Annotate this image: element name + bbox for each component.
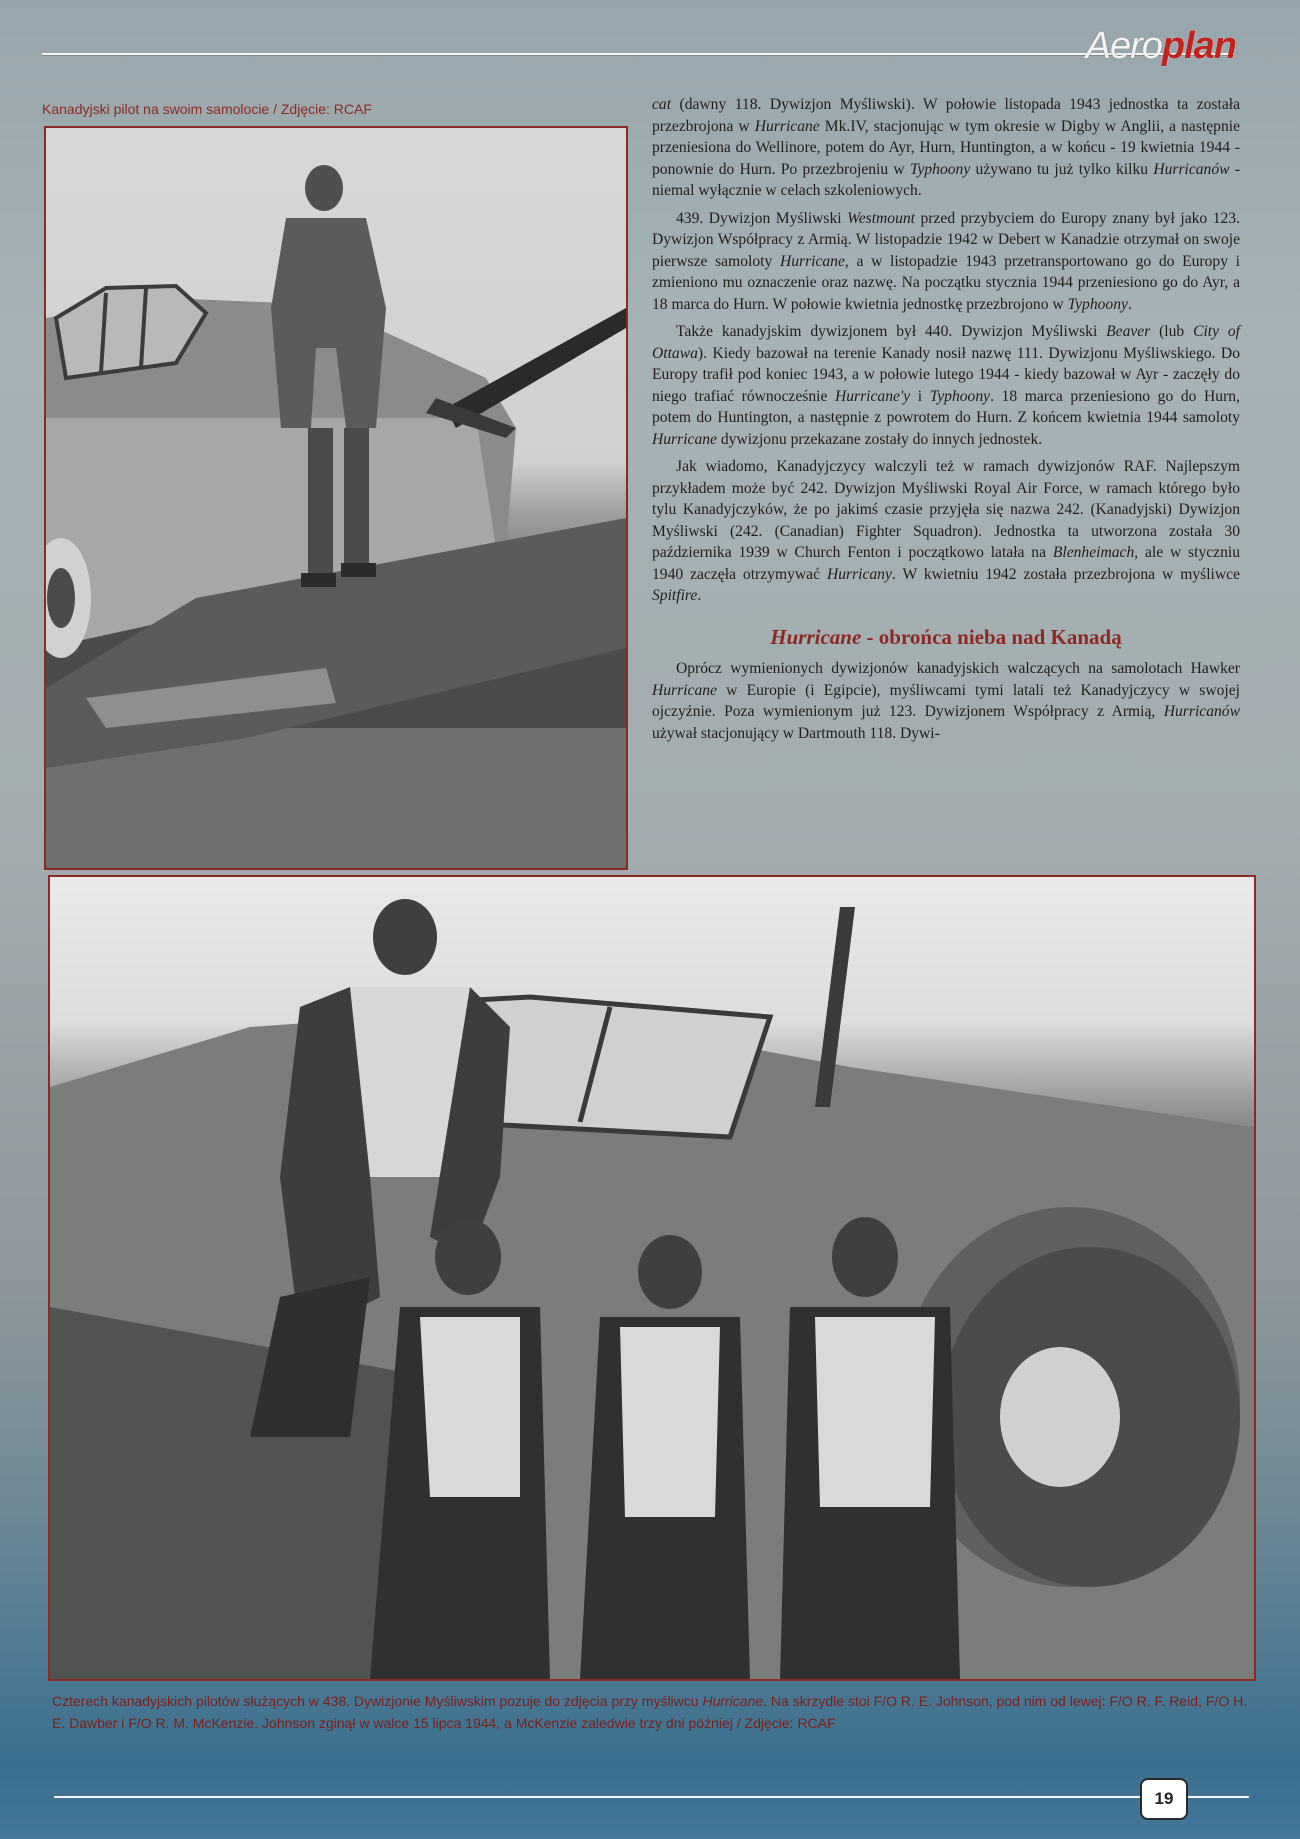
bottom-photo-caption: Czterech kanadyjskich pilotów służących w 438. Dywizjonie Myśliwskim pozuje do zdjęcia przy myśliwcu Hurricane. Na skrzydle stoi F/O R. E. Johnson, pod nim od lewej: F/O R. F. Reid, F/O H. E. Dawber i F/O R. M. McKenzie. Johnson zginął w walce 15 lipca 1944, a McKenzie zaledwie trzy dni później / Zdjęcie: RCAF xyxy=(52,1693,1248,1731)
article-paragraph-4: Jak wiadomo, Kanadyjczycy walczyli też w ramach dywizjonów RAF. Najlepszym przykładem może być 242. Dywizjon Myśliwski Royal Air Force, w ramach którego było tylu Kanadyjczyków, że po jakimś czasie przyjęła się nazwa 242. (Kanadyjski) Dywizjon Myśliwski (242. (Canadian) Fighter Squadron). Jednostka ta utworzona została 30 października 1939 w Church Fenton i początkowo latała na Blenheimach, ale w styczniu 1940 zaczęła otrzymywać Hurricany. W kwietniu 1942 została przezbrojona w myśliwce Spitfire. xyxy=(652,458,1241,604)
article-paragraph-5: Oprócz wymienionych dywizjonów kanadyjskich walczących na samolotach Hawker Hurricane w Europie (i Egipcie), myśliwcami tymi latali też Kanadyjczycy w swojej ojczyźnie. Poza wymienionym już 123. Dywizjonem Współpracy z Armią, Hurricanów używał stacjonujący w Dartmouth 118. Dywi- xyxy=(652,660,1240,742)
photo-four-pilots xyxy=(48,875,1256,1681)
footer-rule xyxy=(54,1796,1249,1798)
magazine-logo: Aeroplan xyxy=(1085,25,1236,67)
article-paragraph-2: 439. Dywizjon Myśliwski Westmount przed przybyciem do Europy znany był jako 123. Dywizjon Współpracy z Armią. W listopadzie 1942 w Debert w Kanadzie otrzymał on swoje pierwsze samoloty Hurricane, a w listopadzie 1943 przetransportowano go do Europy i zmieniono mu oznaczenie oraz nazwę. Na początku stycznia 1944 przeniesiono go do Ayr, a 18 marca do Hurn. W połowie kwietnia jednostkę przezbrojono w Typhoony. xyxy=(652,209,1241,313)
article-paragraph-1: cat (dawny 118. Dywizjon Myśliwski). W połowie listopada 1943 jednostka ta została przezbrojona w Hurricane Mk.IV, stacjonując w tym okresie w Digby w Anglii, a następnie przeniesiona do Wellinore, potem do Ayr, Hurn, Huntington, a w końcu - 19 kwietnia 1944 - ponownie do Hurn. Po przezbrojeniu w Typhoony używano tu już tylko kilku Hurricanów - niemal wyłącznie w celach szkoleniowych. xyxy=(652,96,1241,199)
article-paragraph-3: Także kanadyjskim dywizjonem był 440. Dywizjon Myśliwski Beaver (lub City of Ottawa). Kiedy bazował na terenie Kanady nosił nazwę 111. Dywizjonu Myśliwskiego. Do Europy trafił pod koniec 1943, a w połowie lutego 1944 - kiedy bazował w Ayr - zaczęły do niego trafiać równocześnie Hurricane'y i Typhoony. 18 marca przeniesiono go do Hurn, potem do Huntington, a następnie z powrotem do Hurn. Z końcem kwietnia 1944 samoloty Hurricane dywizjonu przekazane zostały do innych jednostek. xyxy=(652,323,1241,448)
top-photo-caption: Kanadyjski pilot na swoim samolocie / Zdjęcie: RCAF xyxy=(42,101,372,117)
header-rule xyxy=(42,53,1234,55)
section-heading: Hurricane - obrońca nieba nad Kanadą xyxy=(770,624,1122,649)
article-column xyxy=(652,94,1240,750)
page-number: 19 xyxy=(1140,1778,1188,1820)
photo-pilot-on-hurricane xyxy=(44,126,628,870)
